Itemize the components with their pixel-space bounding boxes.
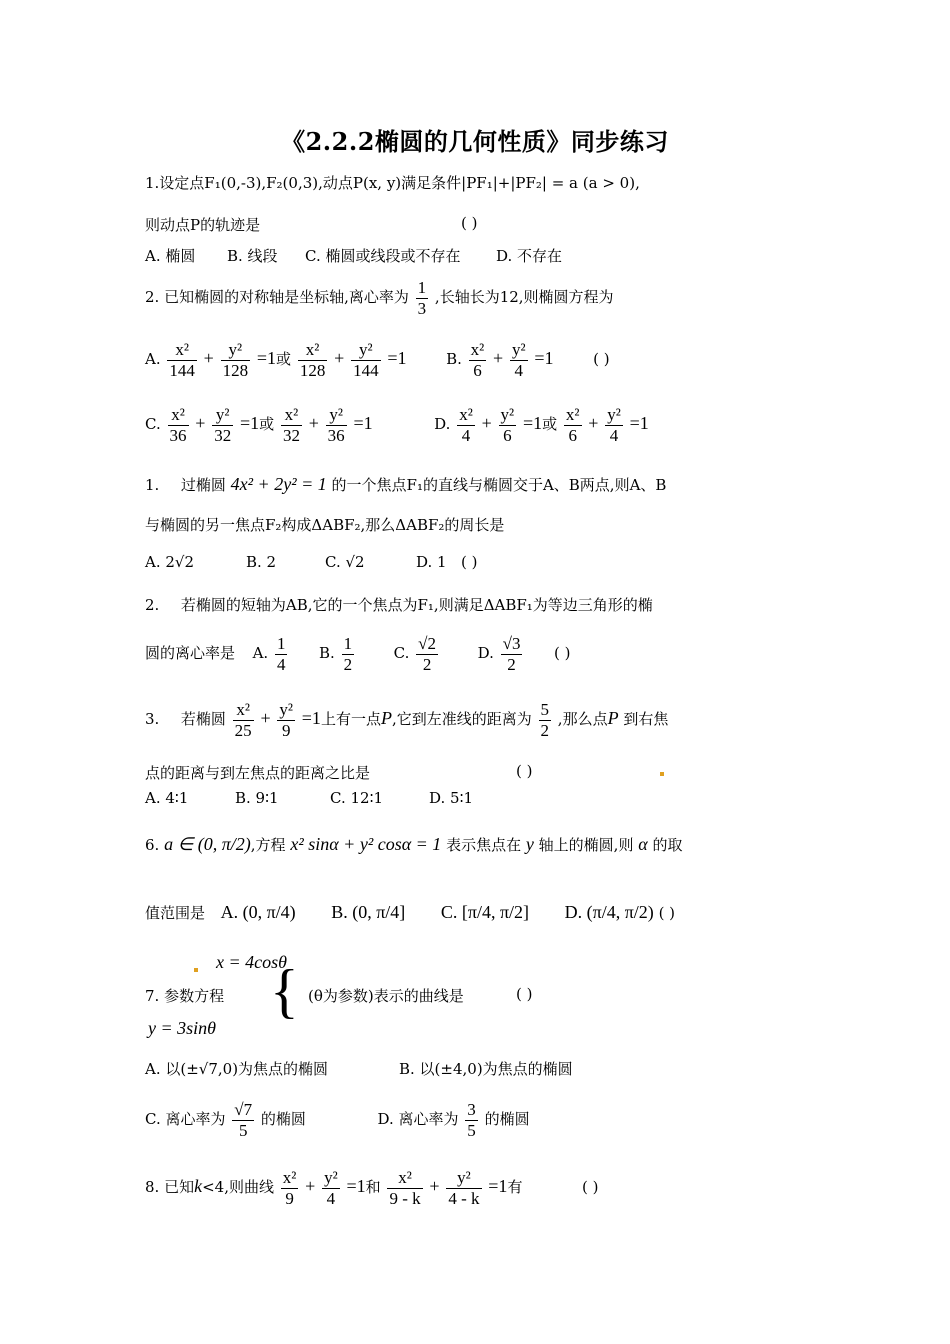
question-2-stem [145, 278, 845, 318]
den: 5 [238, 1120, 248, 1140]
question-1-options [145, 245, 845, 266]
question-3-stem [145, 474, 845, 495]
num: y² [279, 700, 293, 719]
fraction [605, 405, 623, 445]
num: √3 [502, 634, 521, 653]
question-text: 上有一点 [320, 710, 381, 729]
den: 32 [282, 425, 300, 445]
answer-paren: ( ) [582, 1178, 599, 1197]
alpha-var: α [638, 834, 648, 854]
den: 144 [169, 360, 195, 380]
option-d: D. 不存在 [496, 247, 563, 265]
option-b-label: B. [446, 350, 462, 369]
question-3-stem-line2: 与椭圆的另一焦点F₂构成ΔABF₂,那么ΔABF₂的周长是 [145, 516, 505, 534]
answer-paren: ( ) [461, 214, 478, 232]
option-c-text: 的椭圆 [260, 1110, 306, 1129]
option-b: B. (0, π/4] [331, 902, 406, 922]
num: y² [324, 1168, 338, 1187]
den: 128 [299, 360, 326, 380]
fraction [499, 405, 517, 445]
question-number: 3. [145, 710, 160, 729]
question-1-stem: 1.设定点F₁(0,-3),F₂(0,3),动点P(x, y)满足条件|PF₁|+|PF₂| = a (a > 0), [145, 174, 640, 192]
question-number: 1. [145, 476, 160, 494]
option-d-label: D. [434, 415, 451, 434]
den: 6 [568, 425, 577, 445]
question-text: 的一个焦点F₁的直线与椭圆交于A、B两点,则A、B [331, 476, 667, 494]
den: 4 - k [448, 1188, 480, 1208]
num: 5 [540, 700, 550, 719]
question-text: ,它到左准线的距离为 [391, 710, 532, 729]
answer-paren: ( ) [554, 644, 571, 663]
ellipse-equation: 4x² + 2y² = 1 [230, 474, 327, 494]
point-p: P [380, 708, 392, 729]
option-d: D. (π/4, π/2) [564, 902, 654, 922]
option-a-label: A. [145, 350, 161, 369]
question-7-options-ab [145, 1058, 845, 1079]
equals-one: =1 [346, 1176, 366, 1197]
num: x² [565, 405, 580, 424]
den: 2 [343, 654, 353, 674]
fraction [277, 700, 295, 740]
question-5-stem: 3. 若椭圆 $\frac{\text{x²}}{25}$ + $\frac{\text{y²}}{9}$ =1上有一点P,它到左准线的距离为 $\frac{5}{2}$ ,那么点P 到右焦 [145, 700, 669, 740]
option-a: A. 以(±√7,0)为焦点的椭圆 [145, 1060, 329, 1078]
question-2-text: 2. 已知椭圆的对称轴是坐标轴,离心率为 [145, 288, 409, 307]
question-3-options [145, 553, 845, 571]
question-6-stem [145, 834, 845, 855]
den: 128 [222, 360, 249, 380]
option-d-text: 的椭圆 [484, 1110, 530, 1129]
option-a: A. 椭圆 [145, 247, 196, 265]
question-1-stem-line2 [145, 214, 845, 235]
fraction [446, 1168, 481, 1208]
question-text: 轴上的椭圆,则 [538, 836, 634, 854]
den: 4 [514, 360, 524, 380]
fraction [212, 405, 233, 445]
num: y² [326, 405, 347, 426]
equals-one: =1 [301, 708, 321, 729]
or-text: 或 [542, 415, 558, 434]
den: 4 [609, 425, 619, 445]
question-text: 7. 参数方程 [145, 987, 225, 1005]
num: y² [500, 405, 515, 424]
answer-paren: ( ) [516, 762, 533, 780]
question-2-text-2: ,长轴长为12,则椭圆方程为 [434, 288, 614, 307]
fraction [351, 340, 381, 380]
question-2-options-ab: A. $\frac{\text{x²}}{144}$ + $\frac{\text{y²}}{128}$ =1或 $\frac{\text{x²}}{128}$ + $\frac{\text{y²}}{144}$ =1 B. $\frac{\text{x²}}{6}$ + $\frac{\text{y²}}{4}$ =1 ( ) [145, 340, 610, 380]
den: 2 [507, 654, 516, 674]
den: 9 [281, 720, 291, 740]
question-text: 若椭圆的短轴为AB,它的一个焦点为F₁,则满足ΔABF₁为等边三角形的椭 [180, 596, 653, 614]
question-text: 圆的离心率是 [145, 644, 236, 663]
question-text: 的取 [652, 836, 683, 854]
answer-paren: ( ) [461, 553, 478, 571]
den: 2 [540, 720, 550, 740]
num: 1 [276, 634, 286, 653]
equals-one: =1 [629, 413, 649, 434]
option-c-label: C. [145, 415, 161, 434]
fraction [342, 634, 355, 674]
k-var: k [194, 1176, 203, 1197]
fraction [469, 340, 487, 380]
option-b: B. 以(±4,0)为焦点的椭圆 [399, 1060, 573, 1078]
fraction [275, 634, 288, 674]
question-7-options-cd [145, 1100, 845, 1140]
num: y² [212, 405, 233, 426]
num: 3 [467, 1100, 476, 1119]
question-text: 过椭圆 [180, 476, 226, 494]
num: y² [511, 340, 526, 359]
fraction [416, 634, 438, 674]
and-text: 和 [365, 1178, 381, 1197]
option-c: C. [π/4, π/2] [440, 902, 530, 922]
option-a-label: A. [252, 644, 269, 663]
den: 9 - k [389, 1188, 421, 1208]
option-b: B. 线段 [227, 247, 278, 265]
equals-one: =1 [240, 413, 260, 434]
or-text: 或 [276, 350, 292, 369]
den: 9 [285, 1188, 294, 1208]
question-text: 点的距离与到左焦点的距离之比是 [145, 764, 371, 782]
question-5-options [145, 789, 845, 807]
num: x² [298, 340, 328, 361]
question-text: (θ为参数)表示的曲线是 [308, 987, 464, 1005]
answer-paren: ( ) [658, 904, 676, 922]
den: 5 [467, 1120, 476, 1140]
option-a: A. 2√2 [145, 553, 195, 571]
param-y-equation [148, 1018, 848, 1039]
equals-one: =1 [353, 413, 373, 434]
question-1-text: 则动点P的轨迹是 [145, 216, 261, 234]
option-c: C. √2 [325, 553, 365, 571]
fraction [233, 700, 254, 740]
question-number: 6. [145, 836, 160, 854]
equals-one: =1 [387, 348, 407, 369]
option-c-label: C. [393, 644, 410, 663]
option-d: D. 1 [416, 553, 447, 571]
equals-one: =1 [256, 348, 277, 369]
fraction-denominator: 3 [417, 298, 427, 318]
param-x-equation [216, 952, 916, 973]
den: 32 [214, 425, 232, 445]
stray-mark [194, 968, 198, 972]
point-p: P [607, 708, 619, 729]
x-equation: x = 4cosθ [216, 952, 287, 972]
fraction [221, 340, 251, 380]
num: y² [351, 340, 381, 361]
fraction [168, 405, 189, 445]
question-7-stem [145, 985, 845, 1006]
option-b: B. 9∶1 [235, 789, 279, 807]
y-axis-var: y [525, 834, 534, 854]
equals-one: =1 [534, 348, 554, 369]
num: y² [446, 1168, 481, 1189]
num: y² [221, 340, 251, 361]
equals-one: =1 [522, 413, 543, 434]
fraction [564, 405, 582, 445]
num: x² [168, 405, 189, 426]
num: x² [470, 340, 485, 359]
den: 6 [503, 425, 512, 445]
num: x² [233, 700, 254, 721]
or-text: 或 [259, 415, 275, 434]
fraction [281, 1168, 299, 1208]
question-2-options-cd: C. $\frac{\text{x²}}{36}$ + $\frac{\text{y²}}{32}$ =1或 $\frac{\text{x²}}{32}$ + $\frac{\text{y²}}{36}$ =1 D. $\frac{\text{x²}}{4}$ + $\frac{\text{y²}}{6}$ =1或 $\frac{\text{x²}}{6}$ + $\frac{\text{y²}}{4}$ =1 [145, 405, 649, 445]
fraction [326, 405, 347, 445]
den: 4 [461, 425, 471, 445]
question-text: 8. 已知 [145, 1178, 195, 1197]
question-text: ,方程 [250, 836, 286, 854]
fraction [457, 405, 475, 445]
brace-glyph: { [270, 958, 299, 1024]
equals-one: =1 [488, 1176, 508, 1197]
num: x² [282, 1168, 297, 1187]
question-6-options [145, 902, 845, 923]
num: x² [281, 405, 302, 426]
option-d: D. 离心率为 [377, 1110, 459, 1129]
eccentricity-fraction [416, 278, 429, 318]
fraction [510, 340, 528, 380]
question-text: 若椭圆 [180, 710, 226, 729]
question-number: 2. [145, 596, 160, 614]
question-text: <4,则曲线 [202, 1178, 274, 1197]
has-text: 有 [507, 1178, 523, 1197]
fraction [501, 634, 523, 674]
question-text: 值范围是 [145, 904, 206, 922]
stray-mark [660, 772, 664, 776]
den: 4 [276, 654, 286, 674]
fraction-numerator: 1 [417, 278, 427, 297]
question-4-options [145, 634, 845, 674]
den: 25 [234, 720, 252, 740]
answer-paren: ( ) [516, 985, 533, 1003]
fraction [539, 700, 552, 740]
num: y² [607, 405, 621, 424]
num: x² [167, 340, 197, 361]
num: x² [387, 1168, 422, 1189]
page-title: 《2.2.2椭圆的几何性质》同步练习 [281, 127, 669, 156]
question-8-stem: 8. 已知k<4,则曲线 $\frac{\text{x²}}{9}$ + $\frac{\text{y²}}{4}$ =1和 $\frac{\text{x²}}{9 - k}$ + $\frac{\text{y²}}{4 - k}$ =1有 ( ) [145, 1168, 599, 1208]
den: 36 [169, 425, 187, 445]
fraction [387, 1168, 422, 1208]
angle-condition: a ∈ (0, π/2) [164, 834, 251, 854]
question-text: 到右焦 [623, 710, 669, 729]
y-equation: y = 3sinθ [148, 1018, 216, 1038]
option-c: C. 椭圆或线段或不存在 [305, 247, 461, 265]
option-b: B. 2 [246, 553, 277, 571]
option-b-label: B. [319, 644, 335, 663]
option-d: D. 5∶1 [429, 789, 474, 807]
option-a: A. (0, π/4) [220, 902, 296, 922]
question-text: ,那么点 [557, 710, 608, 729]
question-4-stem [145, 594, 845, 615]
den: 2 [422, 654, 432, 674]
question-5-stem-line2 [145, 762, 845, 783]
num: 1 [343, 634, 353, 653]
fraction [281, 405, 302, 445]
den: 4 [326, 1188, 336, 1208]
num: √7 [234, 1100, 253, 1119]
option-d-label: D. [477, 644, 494, 663]
fraction [232, 1100, 254, 1140]
num: x² [459, 405, 473, 424]
den: 144 [353, 360, 379, 380]
den: 6 [473, 360, 482, 380]
fraction [167, 340, 197, 380]
option-c: C. 离心率为 [145, 1110, 226, 1129]
den: 36 [327, 425, 345, 445]
fraction [322, 1168, 340, 1208]
fraction [465, 1100, 478, 1140]
question-text: 表示焦点在 [446, 836, 522, 854]
equation: x² sinα + y² cosα = 1 [290, 834, 442, 854]
option-c: C. 12∶1 [330, 789, 384, 807]
num: √2 [418, 634, 437, 653]
fraction [298, 340, 328, 380]
answer-paren: ( ) [593, 350, 610, 369]
option-a: A. 4∶1 [145, 789, 189, 807]
